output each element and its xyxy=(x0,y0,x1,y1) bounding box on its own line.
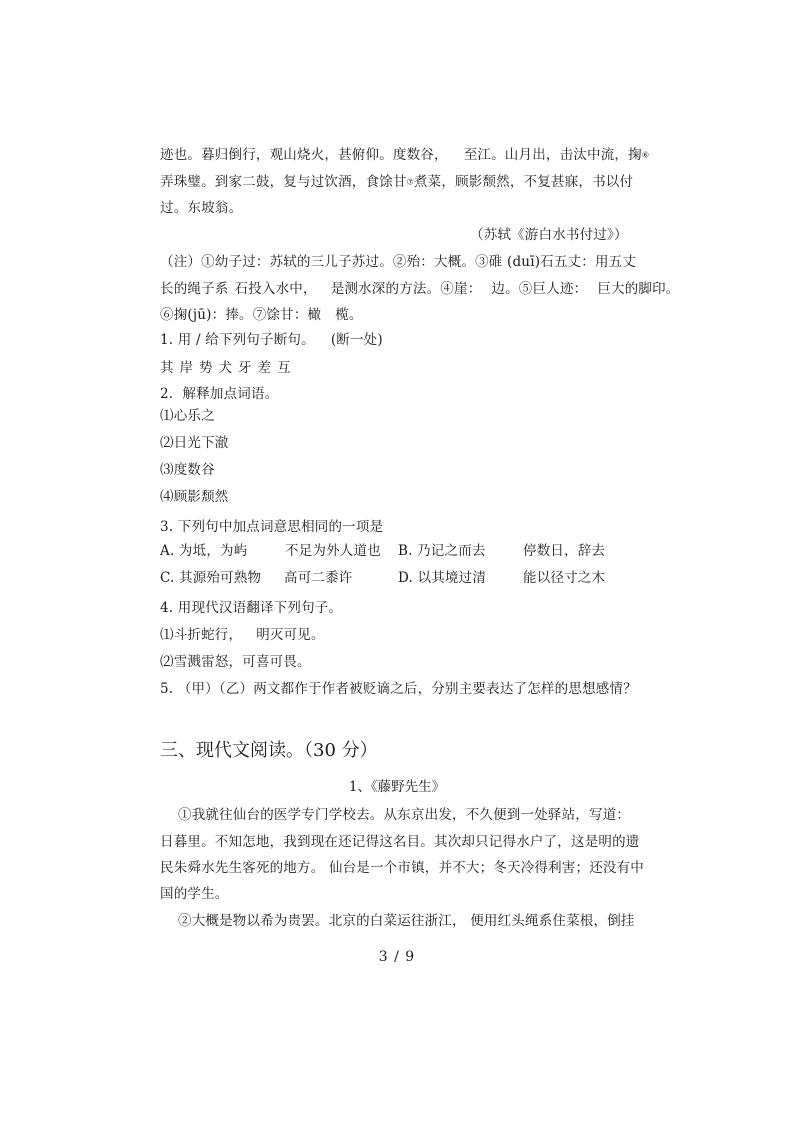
passage-line-2b-text: 煮菜，顾影颓然，不复甚寐，书以付 xyxy=(413,174,634,190)
question-2-item-3-text: ⑶度数谷 xyxy=(160,462,215,478)
question-1-sentence-text: 其岸势犬牙差互 xyxy=(160,360,297,376)
question-5 xyxy=(160,679,637,699)
question-4-item-1a: ⑴斗折蛇行， xyxy=(160,627,243,643)
section-3-subtitle: 1、《藤野先生》 xyxy=(348,779,446,795)
question-2-item-2-text: ⑵日光下澈 xyxy=(160,435,229,451)
question-1-hint: (断一处) xyxy=(330,332,383,348)
question-5-text: 5. （甲）（乙）两文都作于作者被贬谪之后，分别主要表达了怎样的思想感情？ xyxy=(160,681,637,697)
reading-p1-line-1 xyxy=(178,805,630,825)
page-indicator: 3 / 9 xyxy=(378,949,416,965)
question-1-sentence xyxy=(160,358,297,378)
reading-p2-line-1 xyxy=(178,911,635,931)
question-2-item-4 xyxy=(160,487,229,507)
question-2 xyxy=(160,384,278,404)
question-3-options-row-1 xyxy=(160,541,605,561)
question-3-options-row-2 xyxy=(160,568,605,588)
section-3-heading: 三、现代文阅读。（30 分） xyxy=(160,740,378,761)
option-b-part-1: B. 乃记之而去 xyxy=(398,543,486,559)
option-c-part-1: C. 其源殆可熟物 xyxy=(160,570,262,586)
question-2-item-3 xyxy=(160,460,215,480)
notes-line-2c: 是测水深的方法。④崖： xyxy=(330,281,482,297)
notes-line-2 xyxy=(160,279,680,299)
notes-line-1 xyxy=(160,252,636,272)
passage-line-2 xyxy=(160,172,633,193)
notes-line-3a: ⑥掬(jū)：捧。⑦馀甘：橄 xyxy=(160,307,322,323)
passage-source xyxy=(470,225,628,245)
option-d-part-2: 能以径寸之木 xyxy=(523,570,606,586)
question-4-item-1b: 明灭可见。 xyxy=(256,627,325,643)
notes-line-2d: 边。⑤巨人迹： xyxy=(491,281,588,297)
option-c-part-2: 高可二黍许 xyxy=(284,570,353,586)
question-2-item-1 xyxy=(160,406,215,426)
option-a-part-2: 不足为外人道也 xyxy=(285,543,381,559)
question-3 xyxy=(160,517,383,537)
question-2-item-1-text: ⑴心乐之 xyxy=(160,408,215,424)
passage-line-3 xyxy=(160,198,242,218)
question-2-item-2 xyxy=(160,433,229,453)
reading-p1-line-3-text: 民朱舜水先生客死的地方。 仙台是一个市镇，并不大；冬天冷得利害；还没有中 xyxy=(160,860,644,876)
footnote-mark-6: ⑥ xyxy=(641,150,650,160)
passage-line-1 xyxy=(160,145,649,166)
question-4-text: 4. 用现代汉语翻译下列句子。 xyxy=(160,600,343,616)
notes-line-3b: 榄。 xyxy=(335,307,363,323)
passage-line-3-text: 过。东坡翁。 xyxy=(160,200,243,216)
passage-line-1b-text: 至江。山月出，击汰中流，掬 xyxy=(463,147,642,163)
reading-p1-line-4 xyxy=(160,884,229,904)
reading-p1-line-1-text: ①我就往仙台的医学专门学校去。从东京出发，不久便到一处驿站，写道： xyxy=(178,807,631,823)
option-b-part-2: 停数日，辞去 xyxy=(523,543,606,559)
reading-p2-line-1-text: ②大概是物以希为贵罢。北京的白菜运往浙江， 便用红头绳系住菜根，倒挂 xyxy=(178,913,635,929)
question-1-text: 1. 用 / 给下列句子断句。 xyxy=(160,332,315,348)
option-a-part-1: A. 为坻，为屿 xyxy=(160,543,248,559)
question-3-text: 3. 下列句中加点词意思相同的一项是 xyxy=(160,519,384,535)
reading-p1-line-2 xyxy=(160,832,640,852)
question-4-item-1 xyxy=(160,625,325,645)
footnote-mark-7: ⑦ xyxy=(406,177,414,187)
notes-line-2b: 石投入水中， xyxy=(234,281,317,297)
passage-source-text: （苏轼《游白水书付过》） xyxy=(470,227,628,243)
question-1 xyxy=(160,330,383,350)
question-2-text: 2．解释加点词语。 xyxy=(160,386,279,402)
question-4-item-2-text: ⑵雪溅雷怒，可喜可畏。 xyxy=(160,654,311,670)
option-d-part-1: D. 以其境过清 xyxy=(398,570,487,586)
question-4-item-2 xyxy=(160,652,311,672)
question-4 xyxy=(160,598,342,618)
reading-p1-line-2-text: 日暮里。不知怎地，我到现在还记得这名目。其次却只记得水户了，这是明的遗 xyxy=(160,834,640,850)
question-2-item-4-text: ⑷顾影颓然 xyxy=(160,489,229,505)
notes-line-1-text: （注）①幼子过：苏轼的三儿子苏过。②殆：大概。③碓 (duī)石五丈：用五丈 xyxy=(160,254,637,270)
reading-p1-line-3 xyxy=(160,858,644,878)
notes-line-3 xyxy=(160,305,363,325)
passage-line-2a-text: 弄珠璧。到家二鼓，复与过饮酒，食馀甘 xyxy=(160,174,407,190)
notes-line-2a: 长的绳子系 xyxy=(160,281,229,297)
passage-line-1-text: 迹也。暮归倒行，观山烧火，甚俯仰。度数谷， xyxy=(160,147,448,163)
reading-p1-line-4-text: 国的学生。 xyxy=(160,886,229,902)
notes-line-2e: 巨大的脚印。 xyxy=(597,281,680,297)
